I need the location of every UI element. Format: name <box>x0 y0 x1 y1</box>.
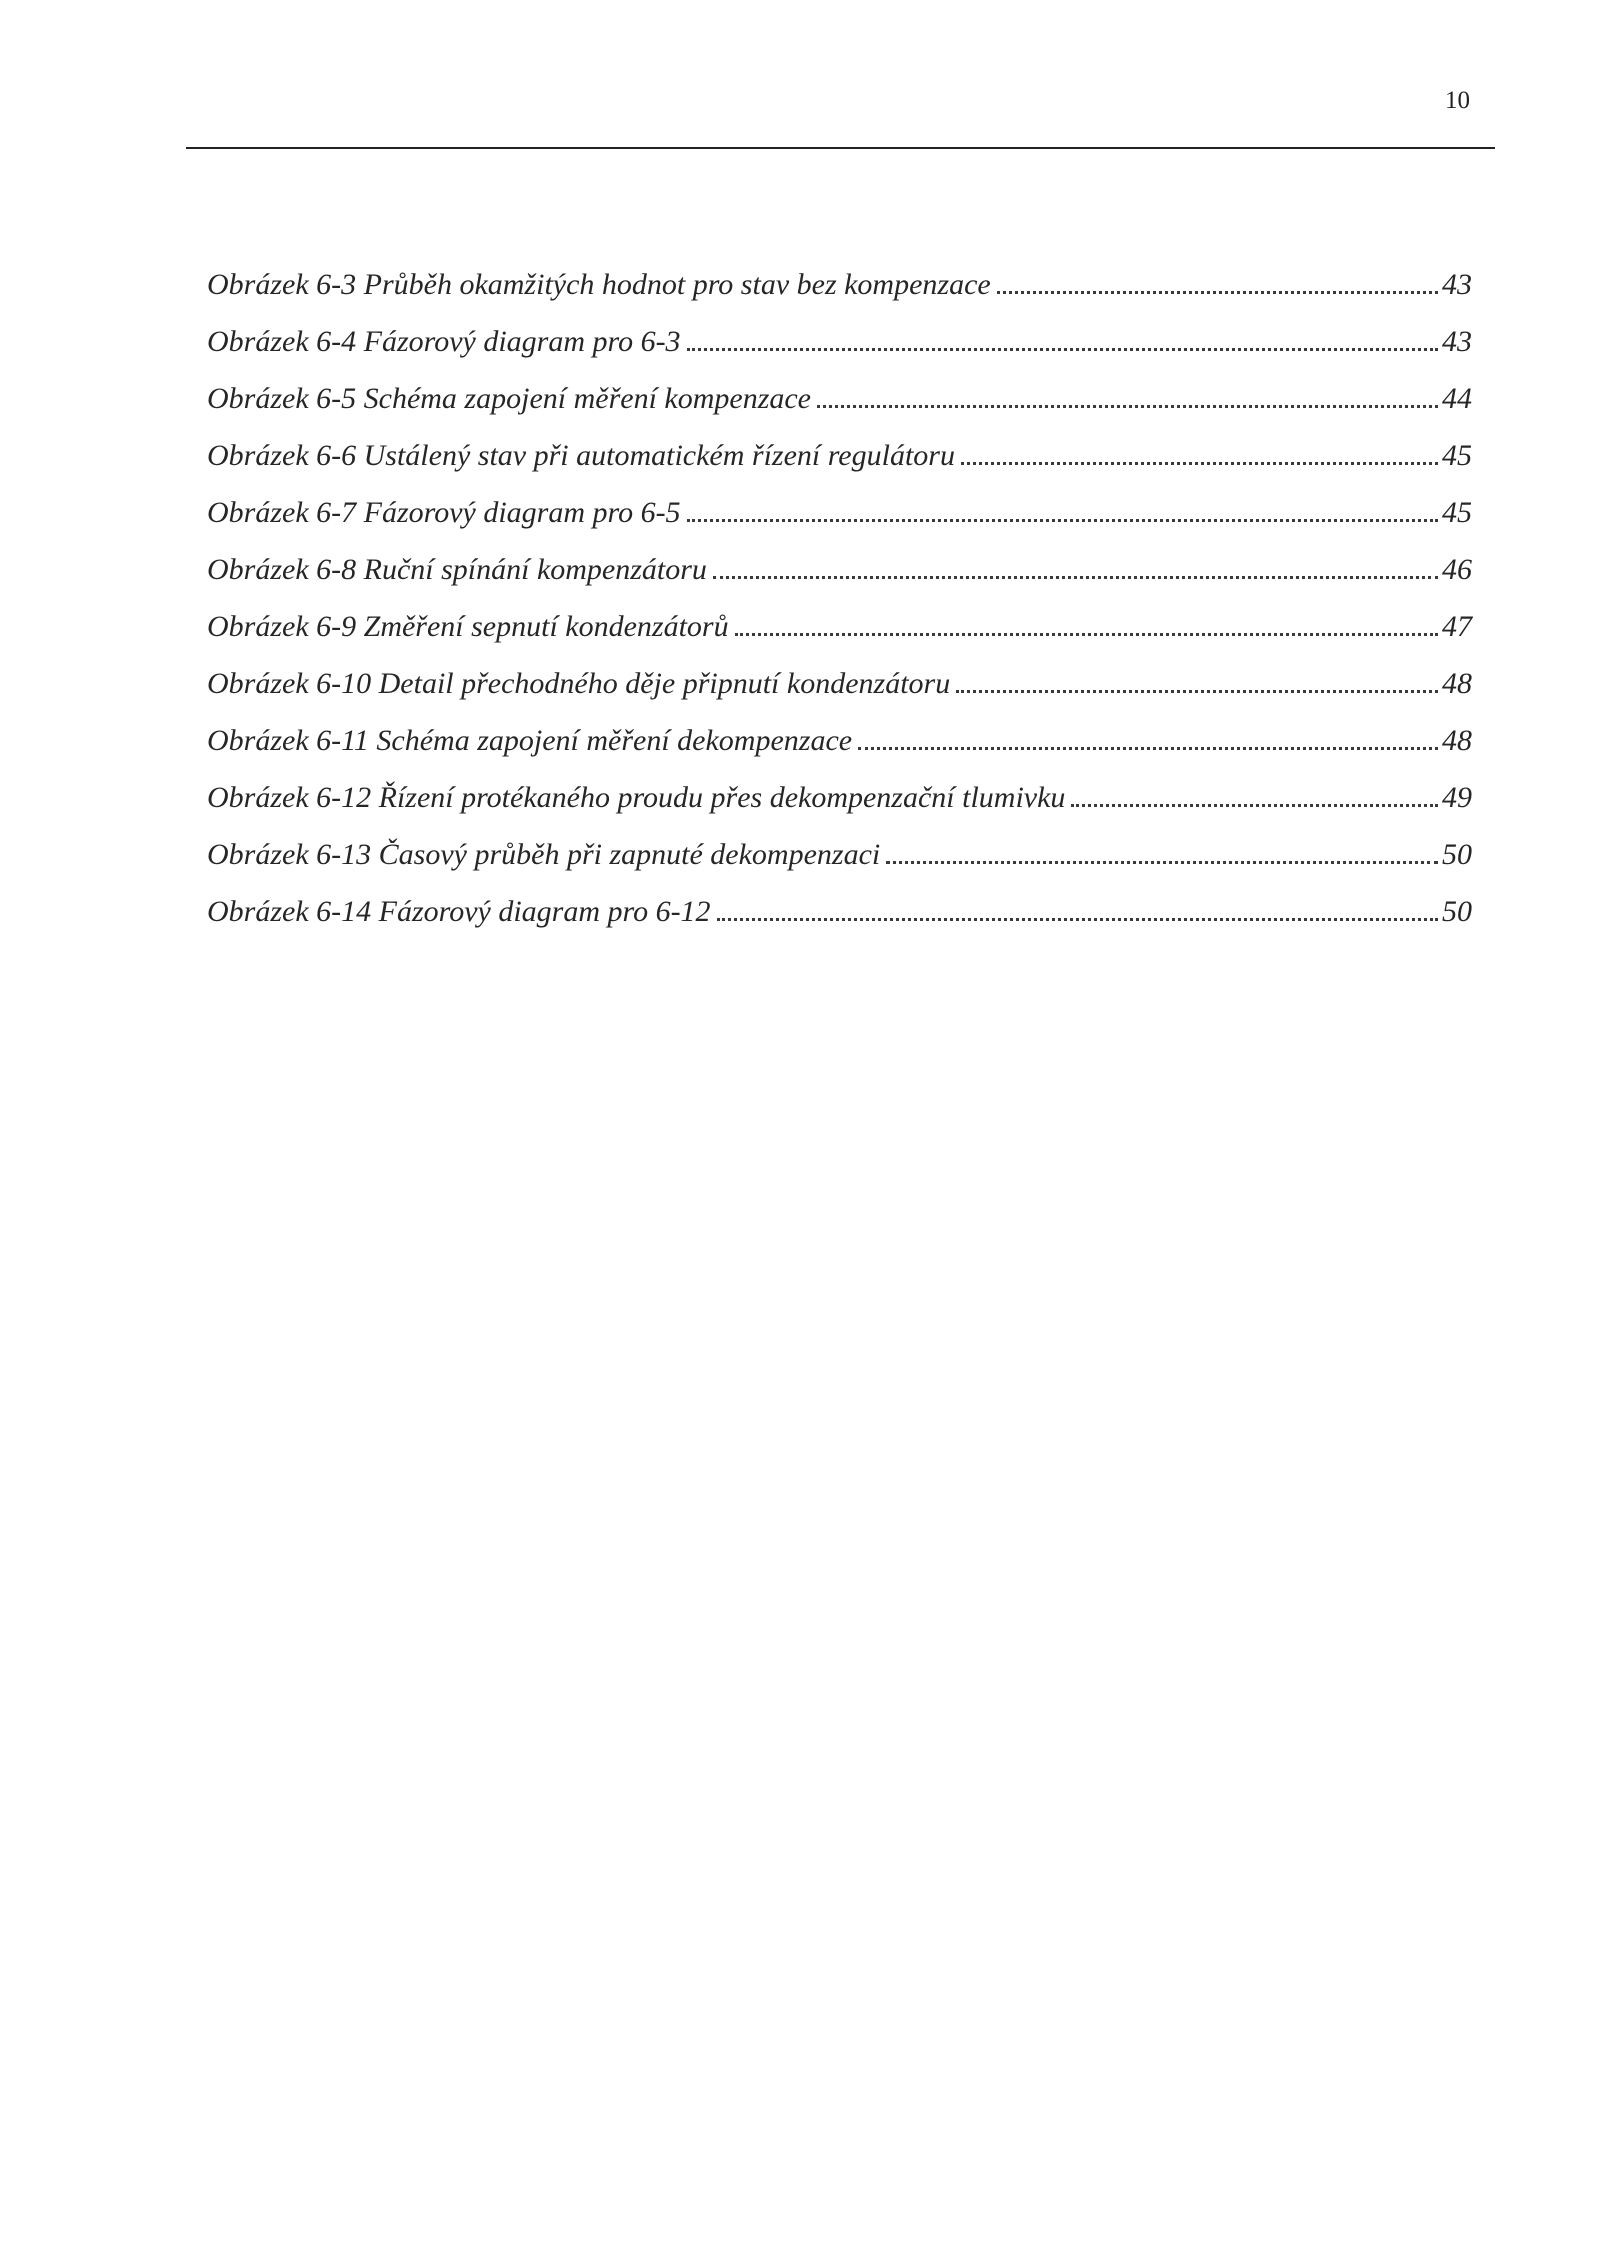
toc-entry[interactable] <box>207 604 1472 661</box>
toc-dot-leader <box>886 861 1438 864</box>
toc-entry-page: 49 <box>1442 781 1472 814</box>
toc-entry-page: 44 <box>1442 382 1472 415</box>
toc-entry-page: 50 <box>1442 895 1472 928</box>
toc-entry-label: Obrázek 6-7 Fázorový diagram pro 6-5 <box>207 496 681 529</box>
toc-dot-leader <box>735 633 1438 636</box>
toc-dot-leader <box>817 405 1438 408</box>
toc-entry[interactable] <box>207 718 1472 775</box>
list-of-figures <box>207 262 1472 946</box>
toc-dot-leader <box>997 291 1438 294</box>
toc-dot-leader <box>687 348 1438 351</box>
toc-entry[interactable] <box>207 433 1472 490</box>
toc-entry-label: Obrázek 6-6 Ustálený stav při automatickém řízení regulátoru <box>207 439 955 472</box>
toc-entry[interactable] <box>207 490 1472 547</box>
toc-entry-label: Obrázek 6-8 Ruční spínání kompenzátoru <box>207 553 707 586</box>
toc-entry-label: Obrázek 6-4 Fázorový diagram pro 6-3 <box>207 325 681 358</box>
toc-entry-page: 45 <box>1442 439 1472 472</box>
toc-entry-label: Obrázek 6-9 Změření sepnutí kondenzátorů <box>207 610 729 643</box>
toc-entry-page: 48 <box>1442 724 1472 757</box>
toc-entry[interactable] <box>207 832 1472 889</box>
toc-entry[interactable] <box>207 319 1472 376</box>
toc-entry-label: Obrázek 6-11 Schéma zapojení měření dekompenzace <box>207 724 853 757</box>
toc-dot-leader <box>961 462 1438 465</box>
toc-dot-leader <box>687 519 1438 522</box>
toc-entry[interactable] <box>207 262 1472 319</box>
toc-entry-page: 50 <box>1442 838 1472 871</box>
toc-entry[interactable] <box>207 889 1472 946</box>
toc-entry[interactable] <box>207 661 1472 718</box>
toc-entry-label: Obrázek 6-10 Detail přechodného děje připnutí kondenzátoru <box>207 667 951 700</box>
toc-entry-page: 45 <box>1442 496 1472 529</box>
toc-dot-leader <box>858 747 1438 750</box>
toc-dot-leader <box>1071 804 1438 807</box>
toc-entry[interactable] <box>207 775 1472 832</box>
toc-entry-label: Obrázek 6-3 Průběh okamžitých hodnot pro stav bez kompenzace <box>207 268 991 301</box>
toc-entry-page: 47 <box>1442 610 1472 643</box>
toc-entry[interactable] <box>207 376 1472 433</box>
toc-entry-label: Obrázek 6-14 Fázorový diagram pro 6-12 <box>207 895 711 928</box>
toc-entry-label: Obrázek 6-12 Řízení protékaného proudu přes dekompenzační tlumivku <box>207 781 1066 814</box>
toc-entry-label: Obrázek 6-5 Schéma zapojení měření kompenzace <box>207 382 811 415</box>
toc-entry-label: Obrázek 6-13 Časový průběh při zapnuté dekompenzaci <box>207 838 881 871</box>
page-number: 10 <box>1445 87 1470 114</box>
header-rule <box>186 147 1495 149</box>
toc-dot-leader <box>956 690 1438 693</box>
toc-entry-page: 43 <box>1442 268 1472 301</box>
toc-entry-page: 43 <box>1442 325 1472 358</box>
toc-entry[interactable] <box>207 547 1472 604</box>
toc-entry-page: 48 <box>1442 667 1472 700</box>
toc-dot-leader <box>717 918 1438 921</box>
toc-dot-leader <box>713 576 1438 579</box>
toc-entry-page: 46 <box>1442 553 1472 586</box>
